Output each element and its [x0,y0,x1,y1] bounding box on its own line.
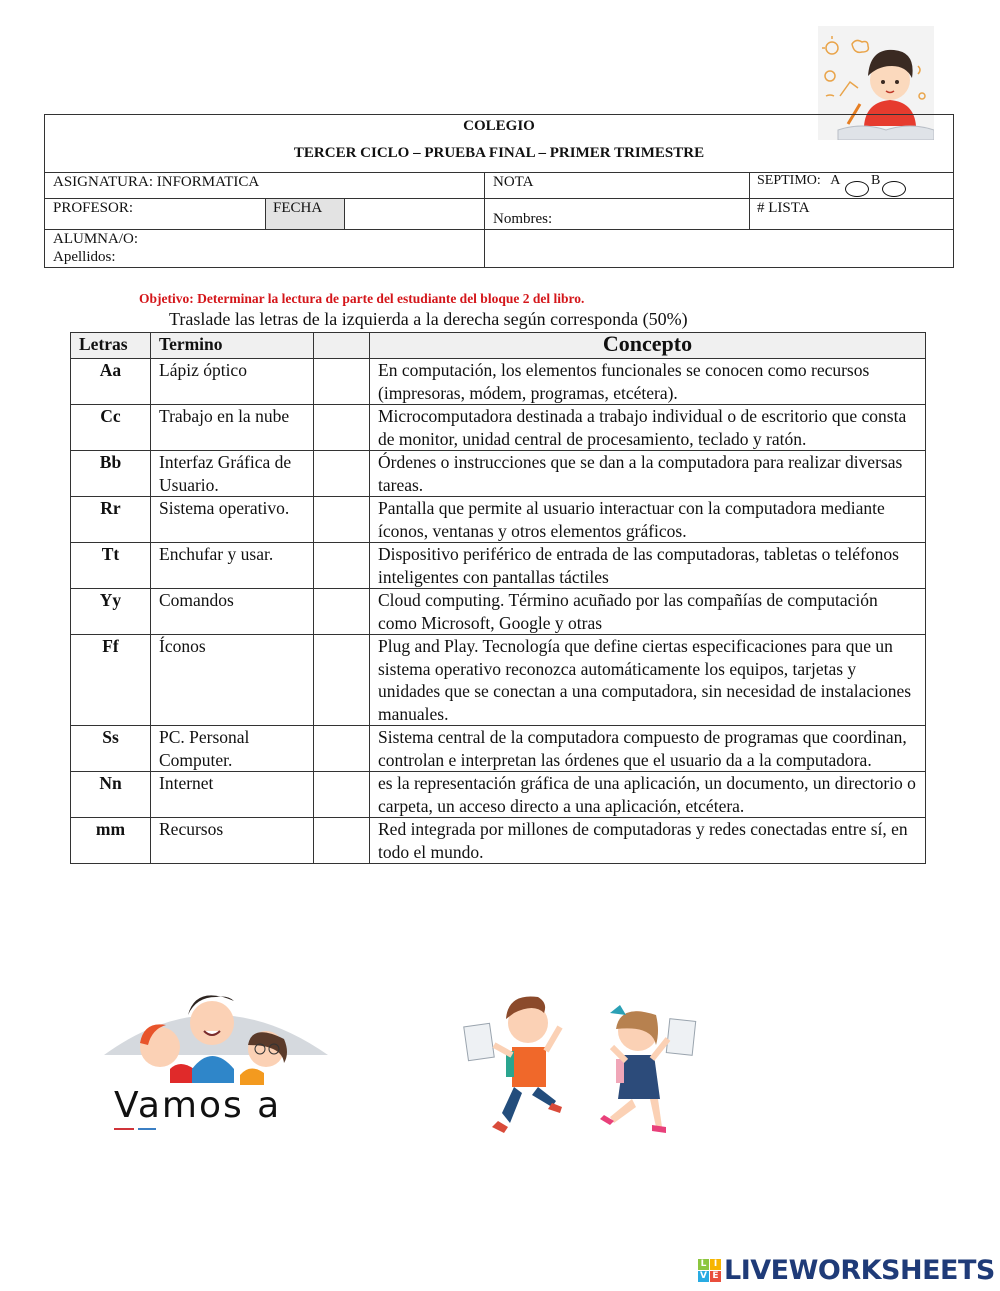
divider [749,172,750,229]
letter-cell: Yy [71,589,151,635]
letter-cell: Tt [71,543,151,589]
septimo-label [757,173,840,189]
answer-drop-cell[interactable] [314,497,370,543]
term-cell: Internet [151,772,314,818]
concept-cell: es la representación gráfica de una aplicación, un documento, un directorio o carpeta, un acceso directo a una aplicación, etcétera. [370,772,926,818]
section-a-radio[interactable] [845,181,869,197]
section-b-radio[interactable] [882,181,906,197]
letter-cell: Ss [71,726,151,772]
letter-cell: Aa [71,359,151,405]
letter-cell: Ff [71,635,151,726]
lista-label: # LISTA [757,200,810,216]
logo-mark-letter: E [710,1271,721,1282]
term-cell: Recursos [151,818,314,864]
letter-cell: Bb [71,451,151,497]
table-row [71,635,926,726]
alumno-label: ALUMNA/O: [53,231,138,247]
fecha-label: FECHA [273,200,323,216]
term-cell: Enchufar y usar. [151,543,314,589]
header-termino: Termino [151,333,314,359]
table-row [71,451,926,497]
vamos-a-text: Vamos a [114,1085,282,1126]
concept-cell: En computación, los elementos funcionales se conocen como recursos (impresoras, módem, programas, etcétera). [370,359,926,405]
logo-mark-letter: I [710,1259,721,1270]
section-a-label: A [830,173,841,188]
objective-text: Objetivo: Determinar la lectura de parte del estudiante del bloque 2 del libro. [139,291,585,306]
table-row [71,405,926,451]
school-name: COLEGIO [463,118,535,134]
table-row [71,497,926,543]
table-header-row [71,333,926,359]
term-cell: Lápiz óptico [151,359,314,405]
profesor-label: PROFESOR: [53,200,134,216]
section-b-label: B [871,173,881,188]
concept-cell: Cloud computing. Término acuñado por las compañías de computación como Microsoft, Google y otras [370,589,926,635]
term-cell: PC. Personal Computer. [151,726,314,772]
concept-cell: Pantalla que permite al usuario interactuar con la computadora mediante íconos, ventanas y otros elementos gráficos. [370,497,926,543]
matching-table [70,332,926,864]
exam-header-table [44,114,954,268]
term-cell: Trabajo en la nube [151,405,314,451]
header-letras: Letras [71,333,151,359]
table-row [71,359,926,405]
concept-cell: Órdenes o instrucciones que se dan a la computadora para realizar diversas tareas. [370,451,926,497]
header-blank [314,333,370,359]
divider [484,229,953,230]
answer-drop-cell[interactable] [314,543,370,589]
table-row [71,772,926,818]
asignatura-label: ASIGNATURA: INFORMATICA [53,174,260,190]
logo-mark-letter: V [698,1271,709,1282]
divider [45,198,953,199]
letter-cell: Cc [71,405,151,451]
table-row [71,543,926,589]
term-cell: Interfaz Gráfica de Usuario. [151,451,314,497]
answer-drop-cell[interactable] [314,772,370,818]
letter-cell: Nn [71,772,151,818]
answer-drop-cell[interactable] [314,635,370,726]
term-cell: Comandos [151,589,314,635]
answer-drop-cell[interactable] [314,359,370,405]
concept-cell: Microcomputadora destinada a trabajo individual o de escritorio que consta de monitor, unidad central de procesamiento, teclado y ratón. [370,405,926,451]
concept-cell: Dispositivo periférico de entrada de las computadoras, tabletas o teléfonos inteligentes con pantallas táctiles [370,543,926,589]
table-row [71,818,926,864]
logo-mark-letter: L [698,1259,709,1270]
letter-cell: Rr [71,497,151,543]
concept-cell: Plug and Play. Tecnología que define ciertas especificaciones para que un sistema operativo reconozca automáticamente los equipos, tarjetas y unidades que se conectan a una computadora, sin necesidad de instalaciones manuales. [370,635,926,726]
septimo-text: SEPTIMO: [757,173,821,188]
divider [45,229,484,230]
header-concepto: Concepto [370,333,926,359]
decor-line [114,1128,134,1130]
exam-title: TERCER CICLO – PRUEBA FINAL – PRIMER TRIMESTRE [293,145,705,161]
concept-cell: Red integrada por millones de computadoras y redes conectadas entre sí, en todo el mundo. [370,818,926,864]
nombres-label: Nombres: [493,211,553,227]
decor-line [138,1128,156,1130]
logo-text: LIVEWORKSHEETS [724,1254,995,1286]
divider [484,172,485,267]
term-cell: Sistema operativo. [151,497,314,543]
apellidos-label: Apellidos: [53,249,116,265]
logo-mark-icon [698,1259,721,1282]
table-row [71,726,926,772]
vamos-kids-illustration [100,985,332,1135]
answer-drop-cell[interactable] [314,589,370,635]
letter-cell: mm [71,818,151,864]
table-row [71,589,926,635]
term-cell: Íconos [151,635,314,726]
answer-drop-cell[interactable] [314,451,370,497]
liveworksheets-logo [698,1255,995,1285]
concept-cell: Sistema central de la computadora compuesto de programas que coordinan, controlan e interpretan las órdenes que el usuario da a la computadora. [370,726,926,772]
answer-drop-cell[interactable] [314,405,370,451]
happy-students-illustration [446,975,716,1150]
instruction-text: Traslade las letras de la izquierda a la derecha según corresponda (50%) [169,309,688,329]
answer-drop-cell[interactable] [314,726,370,772]
nota-label: NOTA [493,174,534,190]
answer-drop-cell[interactable] [314,818,370,864]
